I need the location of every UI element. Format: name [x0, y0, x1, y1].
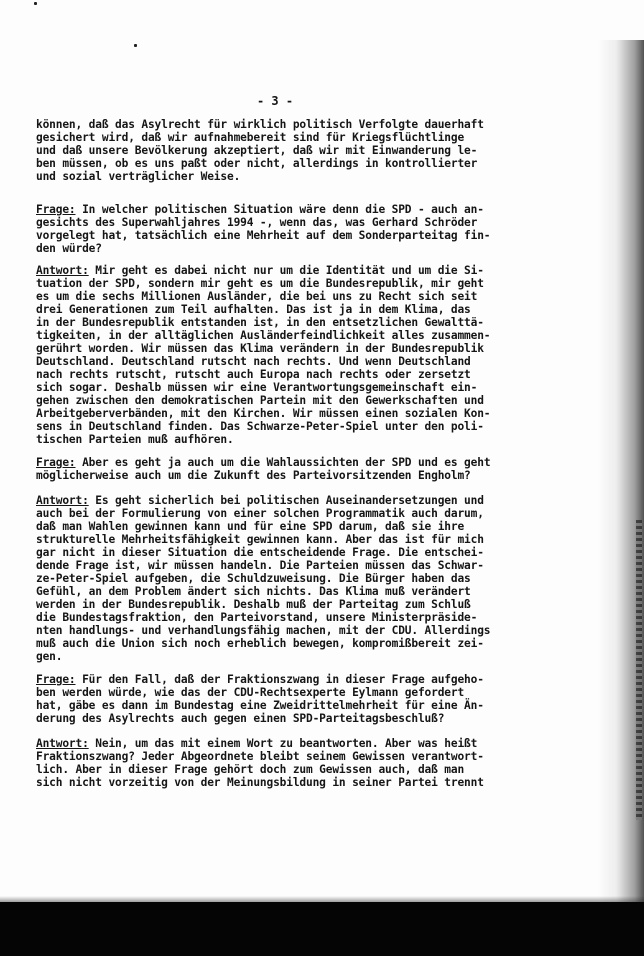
- text-line: [36, 585, 566, 598]
- line-text: auch bei der Formulierung von einer solchen Programmatik auch darum,: [36, 507, 484, 520]
- text-line: [36, 420, 566, 433]
- text-line: [36, 673, 566, 686]
- line-text: Arbeitgeberverbänden, mit den Kirchen. Wir müssen einen sozialen Kon-: [36, 407, 491, 420]
- text-line: [36, 303, 566, 316]
- speaker-label: Antwort:: [36, 264, 89, 277]
- line-text: gar nicht in dieser Situation die entscheidende Frage. Die entschei-: [36, 546, 484, 559]
- scan-artifact-stripe: [636, 520, 642, 820]
- text-line: [36, 316, 566, 329]
- line-text: und sozial verträglicher Weise.: [36, 170, 241, 183]
- text-line: [36, 394, 566, 407]
- line-text: Deutschland. Deutschland rutscht nach rechts. Und wenn Deutschland: [36, 355, 471, 368]
- text-line: [36, 712, 566, 725]
- line-text: gen.: [36, 650, 63, 663]
- line-text: ben müssen, ob es uns paßt oder nicht, allerdings in kontrollierter: [36, 157, 478, 170]
- text-line: [36, 469, 566, 482]
- line-text: Für den Fall, daß der Fraktionszwang in dieser Frage aufgeho-: [75, 673, 484, 686]
- text-line: [36, 277, 566, 290]
- text-line: [36, 242, 566, 255]
- line-text: gehen zwischen den demokratischen Partein mit den Gewerkschaften und: [36, 394, 484, 407]
- text-line: [36, 118, 566, 131]
- text-line: [36, 433, 566, 446]
- line-text: in der Bundesrepublik entstanden ist, in den entsetzlichen Gewalttä-: [36, 316, 484, 329]
- line-text: den würde?: [36, 242, 102, 255]
- line-text: werden in der Bundesrepublik. Deshalb muß der Parteitag zum Schluß: [36, 598, 471, 611]
- line-text: Gefühl, an dem Problem ändert sich nichts. Das Klima muß verändert: [36, 585, 471, 598]
- line-text: können, daß das Asylrecht für wirklich politisch Verfolgte dauerhaft: [36, 118, 484, 131]
- text-line: [36, 456, 566, 469]
- line-text: nach rechts rutscht, rutscht auch Europa nach rechts oder zersetzt: [36, 368, 471, 381]
- text-line: [36, 507, 566, 520]
- line-text: Nein, um das mit einem Wort zu beantworten. Aber was heißt: [88, 737, 478, 750]
- text-line: [36, 750, 566, 763]
- scan-border-bottom: [0, 902, 644, 956]
- text-line: [36, 368, 566, 381]
- text-line: [36, 131, 566, 144]
- text-line: [36, 229, 566, 242]
- line-text: vorgelegt hat, tatsächlich eine Mehrheit auf dem Sonderparteitag fin-: [36, 229, 491, 242]
- line-text: dende Frage ist, wir müssen handeln. Die Parteien müssen das Schwar-: [36, 559, 484, 572]
- line-text: es um die sechs Millionen Ausländer, die bei uns zu Recht sich seit: [36, 290, 478, 303]
- page-number: - 3 -: [256, 94, 294, 108]
- text-line: [36, 520, 566, 533]
- line-text: tischen Parteien muß aufhören.: [36, 433, 234, 446]
- line-text: Es geht sicherlich bei politischen Auseinandersetzungen und: [88, 494, 484, 507]
- text-line: [36, 203, 566, 216]
- line-text: lich. Aber in dieser Frage gehört doch zum Gewissen auch, daß man: [36, 763, 465, 776]
- line-text: gerührt worden. Wir müssen das Klima verändern in der Bundesrepublik: [36, 342, 484, 355]
- line-text: strukturelle Mehrheitsfähigkeit gewinnen kann. Aber das ist für mich: [36, 533, 484, 546]
- line-text: Aber es geht ja auch um die Wahlaussichten der SPD und es geht: [75, 456, 491, 469]
- text-line: [36, 598, 566, 611]
- line-text: und daß unsere Bevölkerung akzeptiert, daß wir mit Einwanderung le-: [36, 144, 478, 157]
- text-line: [36, 329, 566, 342]
- line-text: gesichert wird, daß wir aufnahmebereit sind für Kriegsflüchtlinge: [36, 131, 465, 144]
- line-text: möglicherweise auch um die Zukunft des Parteivorsitzenden Engholm?: [36, 469, 471, 482]
- speaker-label: Frage:: [36, 456, 76, 469]
- text-line: [36, 342, 566, 355]
- line-text: ze-Peter-Spiel aufgeben, die Schuldzuweisung. Die Bürger haben das: [36, 572, 471, 585]
- line-text: daß man Wahlen gewinnen kann und für eine SPD darum, daß sie ihre: [36, 520, 465, 533]
- text-line: [36, 776, 566, 789]
- text-line: [36, 157, 566, 170]
- text-line: [36, 494, 566, 507]
- line-text: tigkeiten, in der alltäglichen Ausländerfeindlichkeit alles zusammen-: [36, 329, 491, 342]
- line-text: gesichts des Superwahljahres 1994 -, wenn das, was Gerhard Schröder: [36, 216, 478, 229]
- text-line: [36, 624, 566, 637]
- line-text: nten handlungs- und verhandlungsfähig machen, mit der CDU. Allerdings: [36, 624, 491, 637]
- text-line: [36, 699, 566, 712]
- text-line: [36, 355, 566, 368]
- line-text: sich nicht vorzeitig von der Meinungsbildung in seiner Partei trennt: [36, 776, 484, 789]
- text-line: [36, 381, 566, 394]
- line-text: die Bundestagsfraktion, den Parteivorstand, unsere Ministerpräside-: [36, 611, 478, 624]
- text-line: [36, 264, 566, 277]
- text-line: [36, 546, 566, 559]
- text-line: [36, 686, 566, 699]
- text-line: [36, 407, 566, 420]
- text-line: [36, 611, 566, 624]
- line-text: ben werden würde, wie das der CDU-Rechtsexperte Eylmann gefordert: [36, 686, 465, 699]
- text-line: [36, 533, 566, 546]
- text-line: [36, 650, 566, 663]
- line-text: In welcher politischen Situation wäre denn die SPD - auch an-: [75, 203, 484, 216]
- line-text: sens in Deutschland finden. Das Schwarze-Peter-Spiel unter den poli-: [36, 420, 484, 433]
- scan-speck: [34, 2, 37, 5]
- text-line: [36, 216, 566, 229]
- line-text: Mir geht es dabei nicht nur um die Identität und um die Si-: [88, 264, 484, 277]
- text-line: [36, 737, 566, 750]
- speaker-label: Antwort:: [36, 737, 89, 750]
- line-text: muß auch die Union sich noch erheblich bewegen, kompromißbereit zei-: [36, 637, 484, 650]
- line-text: sich sogar. Deshalb müssen wir eine Verantwortungsgemeinschaft ein-: [36, 381, 478, 394]
- speaker-label: Frage:: [36, 203, 76, 216]
- speaker-label: Antwort:: [36, 494, 89, 507]
- text-line: [36, 290, 566, 303]
- line-text: hat, gäbe es dann im Bundestag eine Zweidrittelmehrheit für eine Än-: [36, 699, 484, 712]
- text-line: [36, 144, 566, 157]
- text-line: [36, 559, 566, 572]
- scan-speck: [134, 44, 137, 47]
- speaker-label: Frage:: [36, 673, 76, 686]
- text-line: [36, 763, 566, 776]
- text-line: [36, 572, 566, 585]
- text-line: [36, 637, 566, 650]
- line-text: Fraktionszwang? Jeder Abgeordnete bleibt seinem Gewissen verantwort-: [36, 750, 484, 763]
- line-text: derung des Asylrechts auch gegen einen SPD-Parteitagsbeschluß?: [36, 712, 445, 725]
- line-text: drei Generationen zum Teil aufhalten. Das ist ja in dem Klima, das: [36, 303, 471, 316]
- text-line: [36, 170, 566, 183]
- line-text: tuation der SPD, sondern mir geht es um die Bundesrepublik, mir geht: [36, 277, 484, 290]
